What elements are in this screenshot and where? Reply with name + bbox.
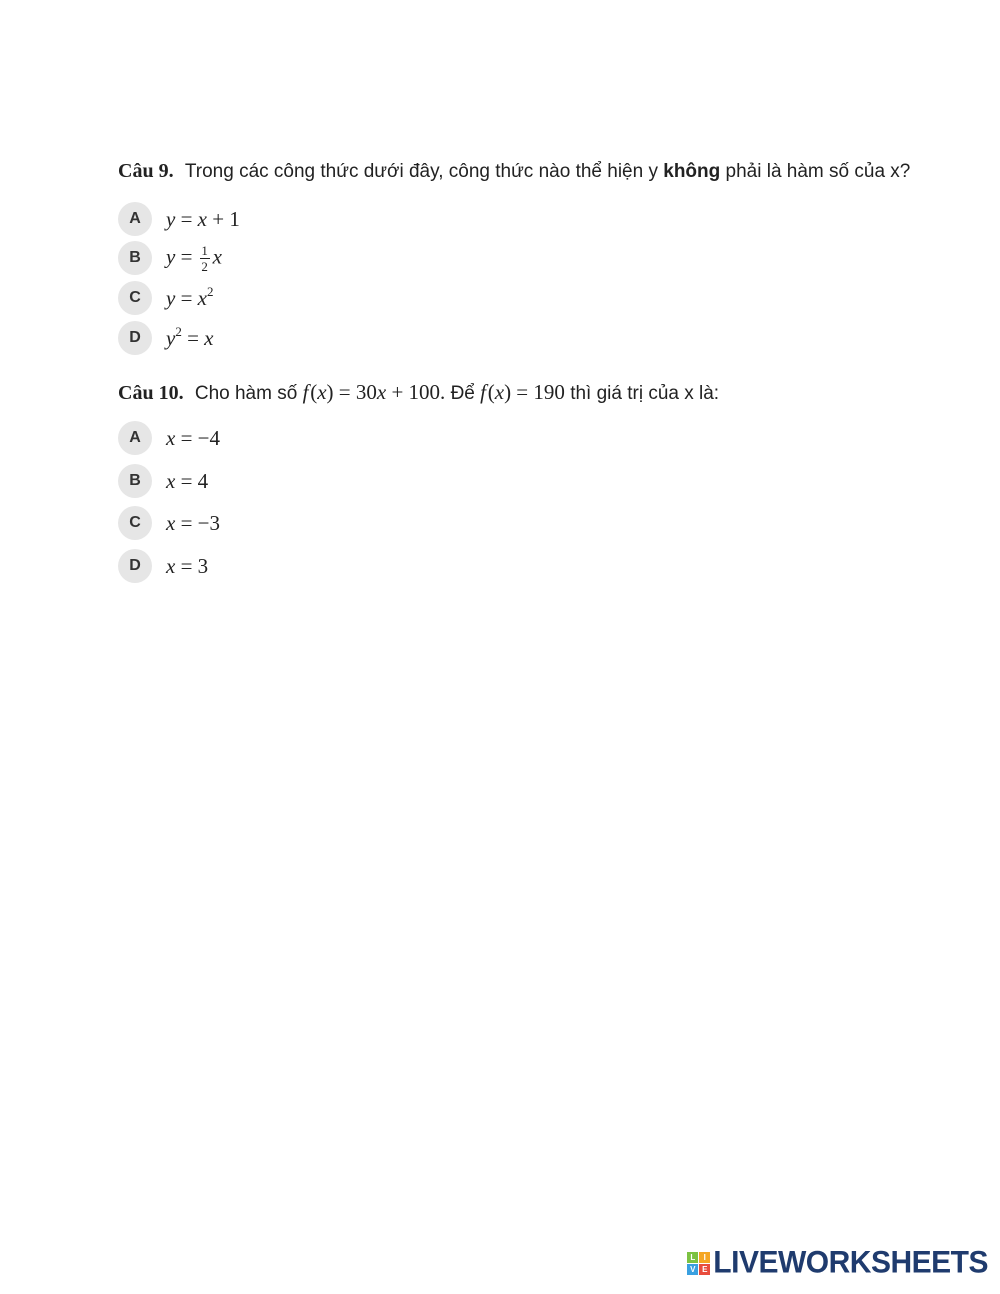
option-letter-badge[interactable]: B (118, 241, 152, 275)
option-formula: y = x + 1 (166, 206, 240, 231)
option-10-a[interactable] (118, 421, 220, 455)
question-formula-2: f (x) = 190 (480, 380, 565, 404)
option-letter-badge[interactable]: C (118, 506, 152, 540)
question-text-start: Cho hàm số (194, 383, 298, 404)
logo-text: LIVEWORKSHEETS (713, 1245, 988, 1280)
option-formula: x = 4 (166, 468, 209, 493)
logo-mark-cell: L (687, 1252, 698, 1263)
question-10 (118, 379, 960, 407)
option-formula: x = 3 (166, 553, 209, 578)
option-10-b[interactable] (118, 464, 208, 498)
option-formula: $y^2 = x$ (166, 323, 214, 350)
logo-mark-cell: V (687, 1264, 698, 1275)
option-letter-badge[interactable]: B (118, 464, 152, 498)
option-letter-badge[interactable]: D (118, 321, 152, 355)
option-formula: x = −3 (166, 510, 221, 535)
liveworksheets-logo (687, 1245, 988, 1280)
option-formula: x = −4 (166, 425, 221, 450)
option-10-c[interactable] (118, 506, 220, 540)
option-letter-badge[interactable]: A (118, 202, 152, 236)
option-letter-badge[interactable]: D (118, 549, 152, 583)
option-formula: $y = x^2$ (166, 283, 214, 310)
question-text-end: phải là hàm số của x? (725, 161, 911, 182)
question-text-middle: Để (450, 383, 475, 404)
option-9-c[interactable] (118, 281, 214, 315)
option-9-a[interactable] (118, 202, 240, 236)
option-9-b[interactable] (118, 241, 222, 275)
option-9-d[interactable] (118, 321, 214, 355)
question-formula-1: f (x) = 30x + 100. (302, 380, 446, 404)
option-formula: y = $\frac{1}{2}$ x (166, 242, 222, 274)
option-letter-badge[interactable]: C (118, 281, 152, 315)
question-text-end: thì giá trị của x là: (570, 383, 720, 404)
question-text-emphasis: không (663, 161, 721, 182)
question-number: Câu 10. (118, 382, 184, 404)
option-letter-badge[interactable]: A (118, 421, 152, 455)
logo-mark-icon (687, 1252, 710, 1275)
logo-mark-cell: I (699, 1252, 710, 1263)
question-9 (118, 158, 960, 185)
logo-mark-cell: E (699, 1264, 710, 1275)
option-10-d[interactable] (118, 549, 208, 583)
fraction-one-half: $\frac{1}{2}$ (201, 242, 208, 274)
question-number: Câu 9. (118, 160, 174, 182)
question-text-start: Trong các công thức dưới đây, công thức nào thể hiện y (184, 161, 658, 182)
